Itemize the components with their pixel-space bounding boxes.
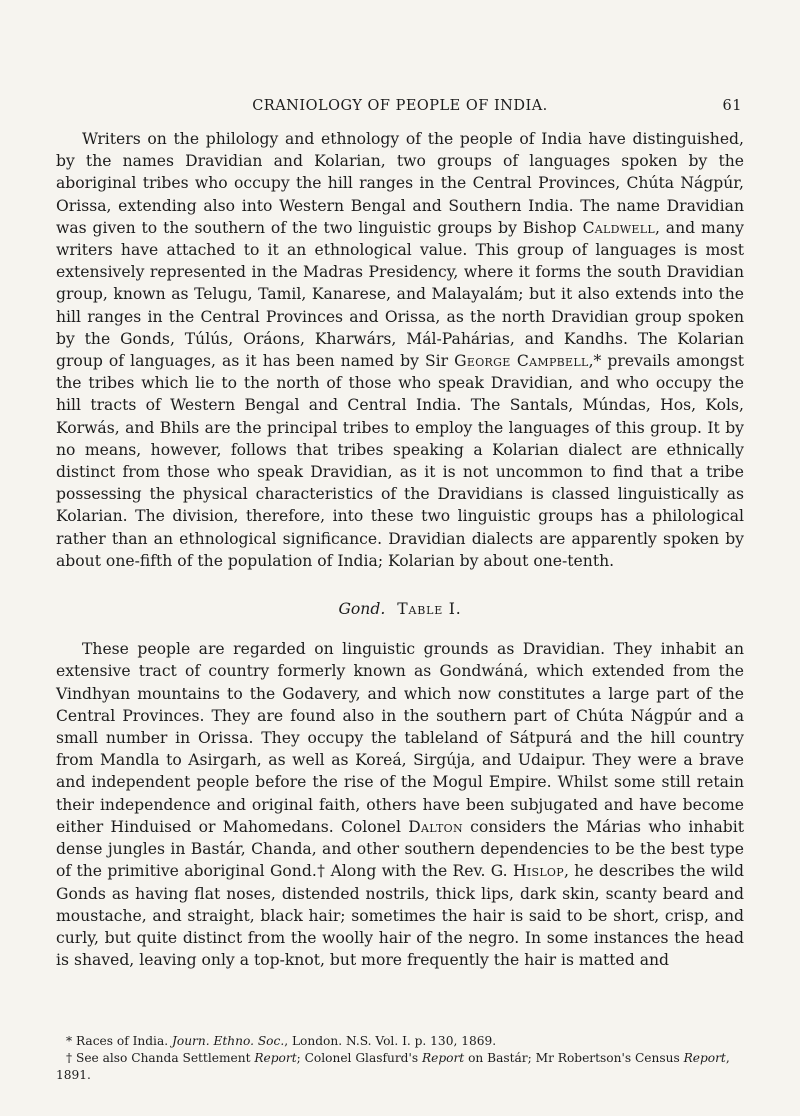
section-name: Gond. [338, 600, 386, 619]
table-reference: Table I. [397, 600, 462, 619]
author-name-hislop: Hislop [512, 862, 564, 881]
text-run: These people are regarded on linguistic grounds as Dravidian. They inhabit an extensive tract of country formerly known as Gondwáná, which extended from the Vindhyan mountains to the Godavery, and which now constitutes a large part of the Central Provinces. They are found also in the southern part of Chúta Nágpúr and a small number in Orissa. They occupy the tableland of Sátpurá and the hill country from Mandla to Asirgarh, as well as Koreá, Sirgúja, and Udaipur. They were a brave and independent people before the rise of the Mogul Empire. Whilst some still retain their independence and original faith, others have been subjugated and have become either Hinduised or Mahomedans. Colonel [56, 640, 744, 836]
paragraph-languages [56, 128, 744, 572]
running-header [56, 98, 744, 118]
section-heading [56, 598, 744, 620]
text-run: , 1891. [56, 1051, 730, 1082]
text-run: Writers on the philology and ethnology of the people of India have distinguished, by the names Dravidian and Kolarian, two groups of languages spoken by the aboriginal tribes who occupy the hill ranges in the Central Provinces, Chúta Nágpúr, Orissa, extending also into Western Bengal and Southern India. The name Dravidian was given to the southern of the two linguistic groups by Bishop [56, 130, 744, 237]
text-run: on Bastár; Mr Robertson's Census [464, 1051, 684, 1065]
running-title: CRANIOLOGY OF PEOPLE OF INDIA. [252, 98, 548, 114]
footnote-2 [56, 1050, 744, 1084]
text-run: * Races of India. [66, 1034, 172, 1048]
page-number: 61 [722, 98, 742, 114]
author-name-campbell: George Campbell [454, 352, 589, 371]
body-text [56, 128, 744, 971]
author-name-caldwell: Caldwell [582, 218, 655, 237]
author-name-dalton: Dalton [408, 817, 463, 836]
text-run: considers the Márias who inhabit dense jungles in Bastár, Chanda, and other southern dependencies to be the best type of the primitive aboriginal Gond.† Along with the Rev. G. [56, 817, 744, 881]
report-title: Report [254, 1051, 297, 1065]
text-run: , he describes the wild Gonds as having flat noses, distended nostrils, thick lips, dark skin, scanty beard and moustache, and straight, black hair; sometimes the hair is said to be short, crisp, and curly, but quite distinct from the woolly hair of the negro. In some instances the head is shaved, leaving only a top-knot, but more frequently the hair is matted and [56, 862, 744, 970]
text-run: , and many writers have attached to it an ethnological value. This group of languages is most extensively represented in the Madras Presidency, where it forms the south Dravidian group, known as Telugu, Tamil, Kanarese, and Malayalám; but it also extends into the hill ranges in the Central Provinces and Orissa, as the north Dravidian group spoken by the Gonds, Túlús, Oráons, Kharwárs, Mál-Pahárias, and Kandhs. The Kolarian group of languages, as it has been named by Sir [56, 218, 744, 371]
footnote-1 [56, 1033, 744, 1050]
text-run: , London. N.S. Vol. I. p. 130, 1869. [284, 1034, 497, 1048]
paragraph-gond [56, 638, 744, 971]
report-title: Report [683, 1051, 726, 1065]
text-run: † See also Chanda Settlement [66, 1051, 255, 1065]
footnotes [56, 1033, 744, 1084]
journal-title: Journ. Ethno. Soc. [171, 1034, 285, 1048]
report-title: Report [421, 1051, 465, 1065]
text-run: ,* prevails amongst the tribes which lie to the north of those who speak Dravidian, and who occupy the hill tracts of Western Bengal and Central India. The Santals, Múndas, Hos, Kols, Korwás, and Bhils are the principal tribes to employ the languages of this group. It by no means, however, follows that tribes speaking a Kolarian dialect are ethnically distinct from those who speak Dravidian, as it is not uncommon to find that a tribe possessing the physical characteristics of the Dravidians is classed linguistically as Kolarian. The division, therefore, into these two linguistic groups has a philological rather than an ethnological significance. Dravidian dialects are apparently spoken by about one-fifth of the population of India; Kolarian by about one-tenth. [56, 352, 744, 570]
text-run: ; Colonel Glasfurd's [296, 1051, 422, 1065]
